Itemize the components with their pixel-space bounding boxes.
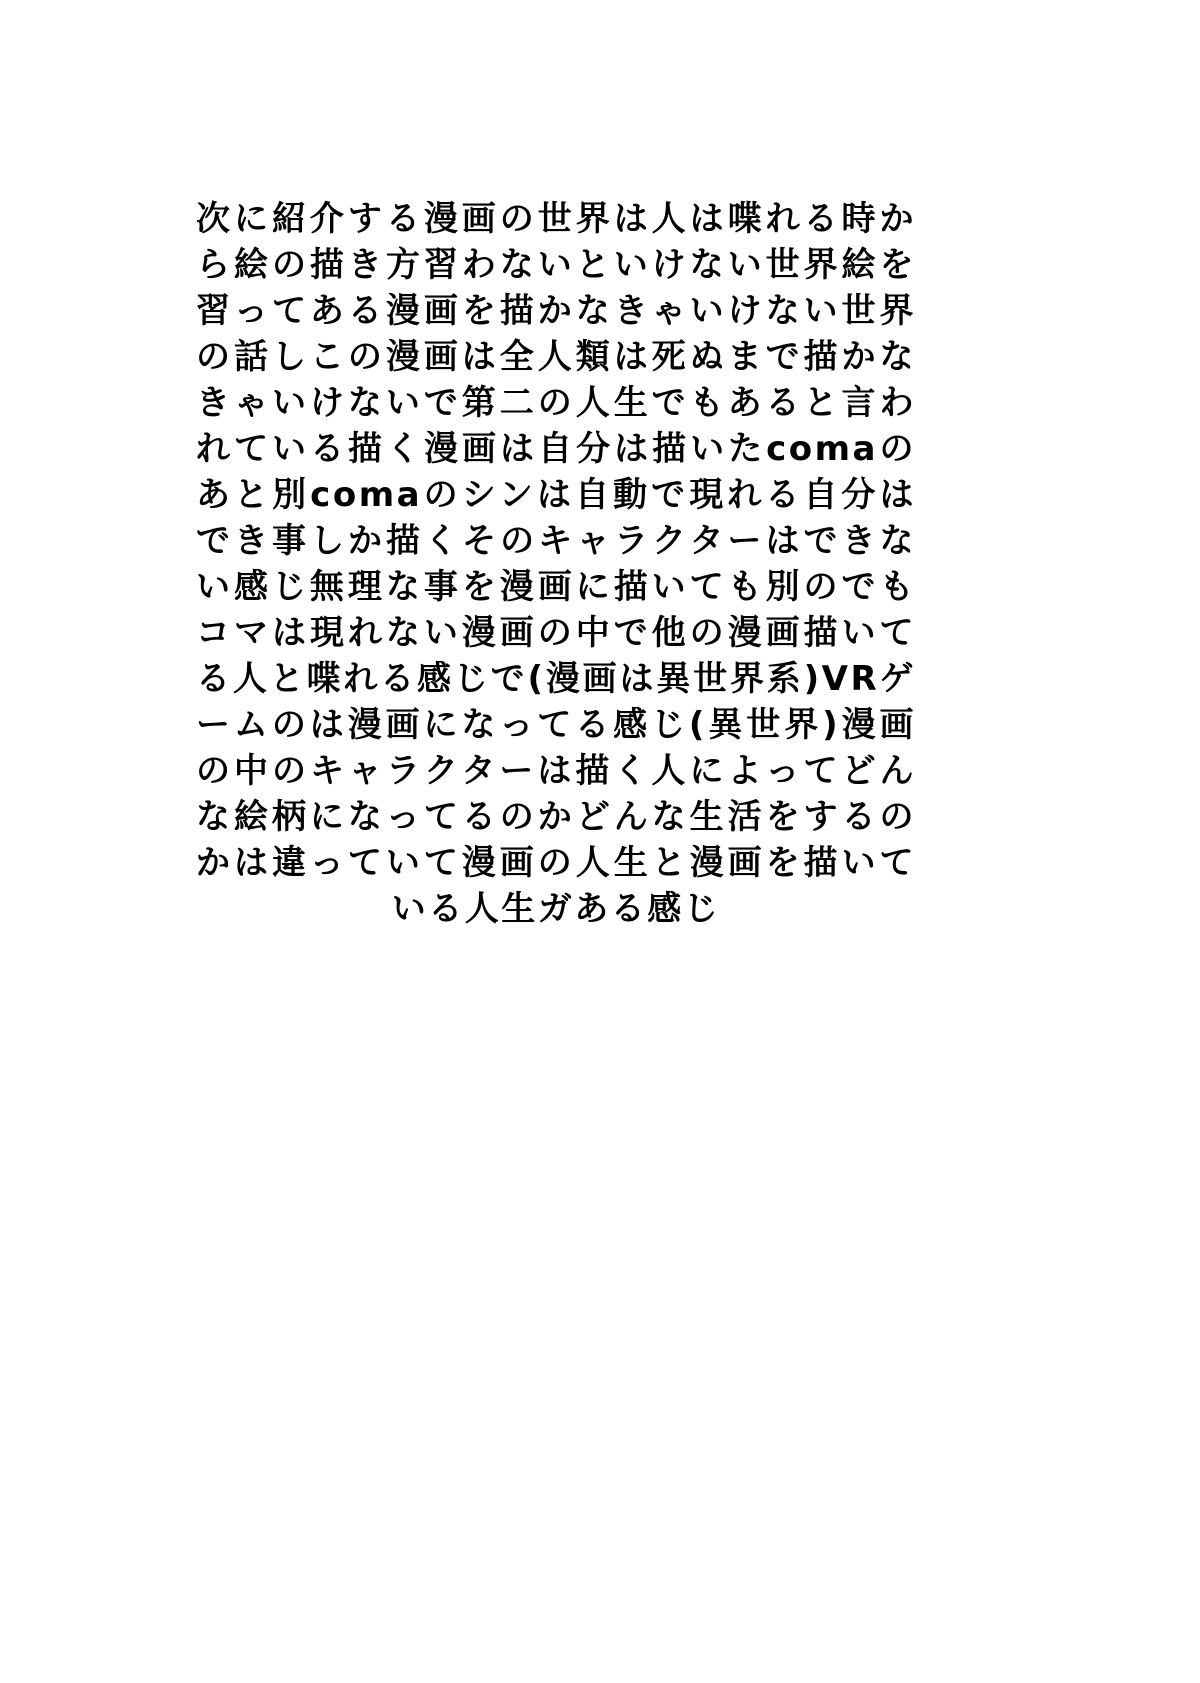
body-paragraph: 次に紹介する漫画の世界は人は喋れる時から絵の描き方習わないといけない世界絵を習ってある漫画を描かなきゃいけない世界の話しこの漫画は全人類は死ぬまで描かなきゃいけないで第二の人生でもあると言われている描く漫画は自分は描いたcomaのあと別comaのシンは自動で現れる自分はでき事しか描くそのキャラクターはできない感じ無理な事を漫画に描いても別のでもコマは現れない漫画の中で他の漫画描いてる人と喋れる感じで(漫画は異世界系)VRゲームのは漫画になってる感じ(異世界)漫画の中のキャラクターは描く人によってどんな絵柄になってるのかどんな生活をするのかは違っていて漫画の人生と漫画を描いている人生ガある感じ xyxy=(196,199,916,929)
